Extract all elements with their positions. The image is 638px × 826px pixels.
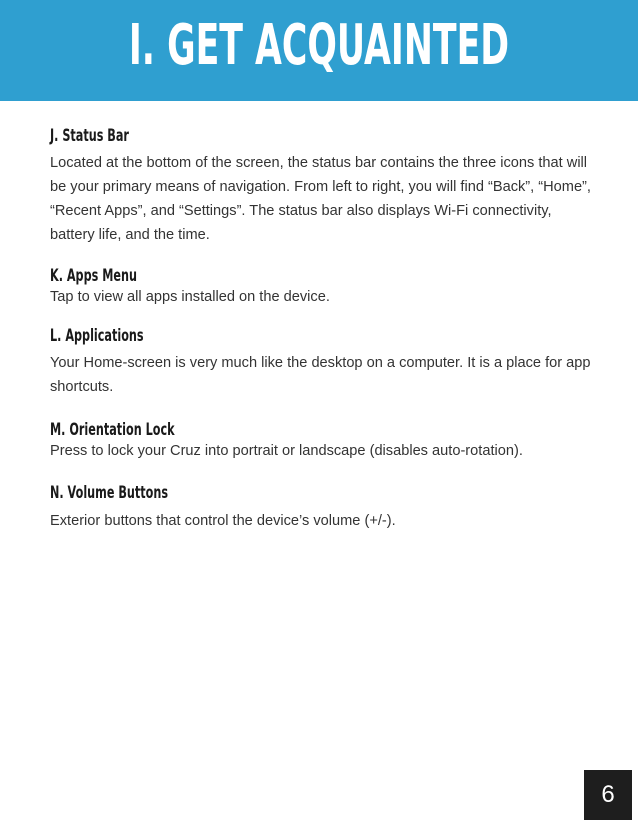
- page-number: 6: [601, 781, 615, 808]
- section-applications: [50, 324, 595, 399]
- page-title: I. GET ACQUAINTED: [128, 12, 510, 78]
- section-apps-menu: [50, 264, 595, 309]
- section-body: Located at the bottom of the screen, the status bar contains the three icons that will be your primary means of navigation. From left to right, you will find “Back”, “Home”, “Recent Apps”, and “Settings”. The status bar also displays Wi-Fi connectivity, battery life, and the time.: [50, 155, 591, 243]
- section-body: Tap to view all apps installed on the device.: [50, 289, 330, 305]
- section-heading: J. Status Bar: [50, 126, 129, 146]
- section-heading: L. Applications: [50, 326, 144, 346]
- section-heading: N. Volume Buttons: [50, 483, 169, 503]
- page-number-badge: [584, 770, 632, 820]
- header-banner: [0, 0, 638, 101]
- main-content: [50, 124, 595, 533]
- section-status-bar: [50, 124, 595, 247]
- section-volume-buttons: [50, 481, 595, 533]
- section-heading: M. Orientation Lock: [50, 420, 175, 440]
- section-body: Press to lock your Cruz into portrait or landscape (disables auto-rotation).: [50, 443, 523, 459]
- section-heading: K. Apps Menu: [50, 266, 137, 286]
- section-body: Your Home-screen is very much like the desktop on a computer. It is a place for app shortcuts.: [50, 355, 591, 395]
- section-body: Exterior buttons that control the device’s volume (+/-).: [50, 513, 396, 529]
- section-orientation-lock: [50, 418, 595, 463]
